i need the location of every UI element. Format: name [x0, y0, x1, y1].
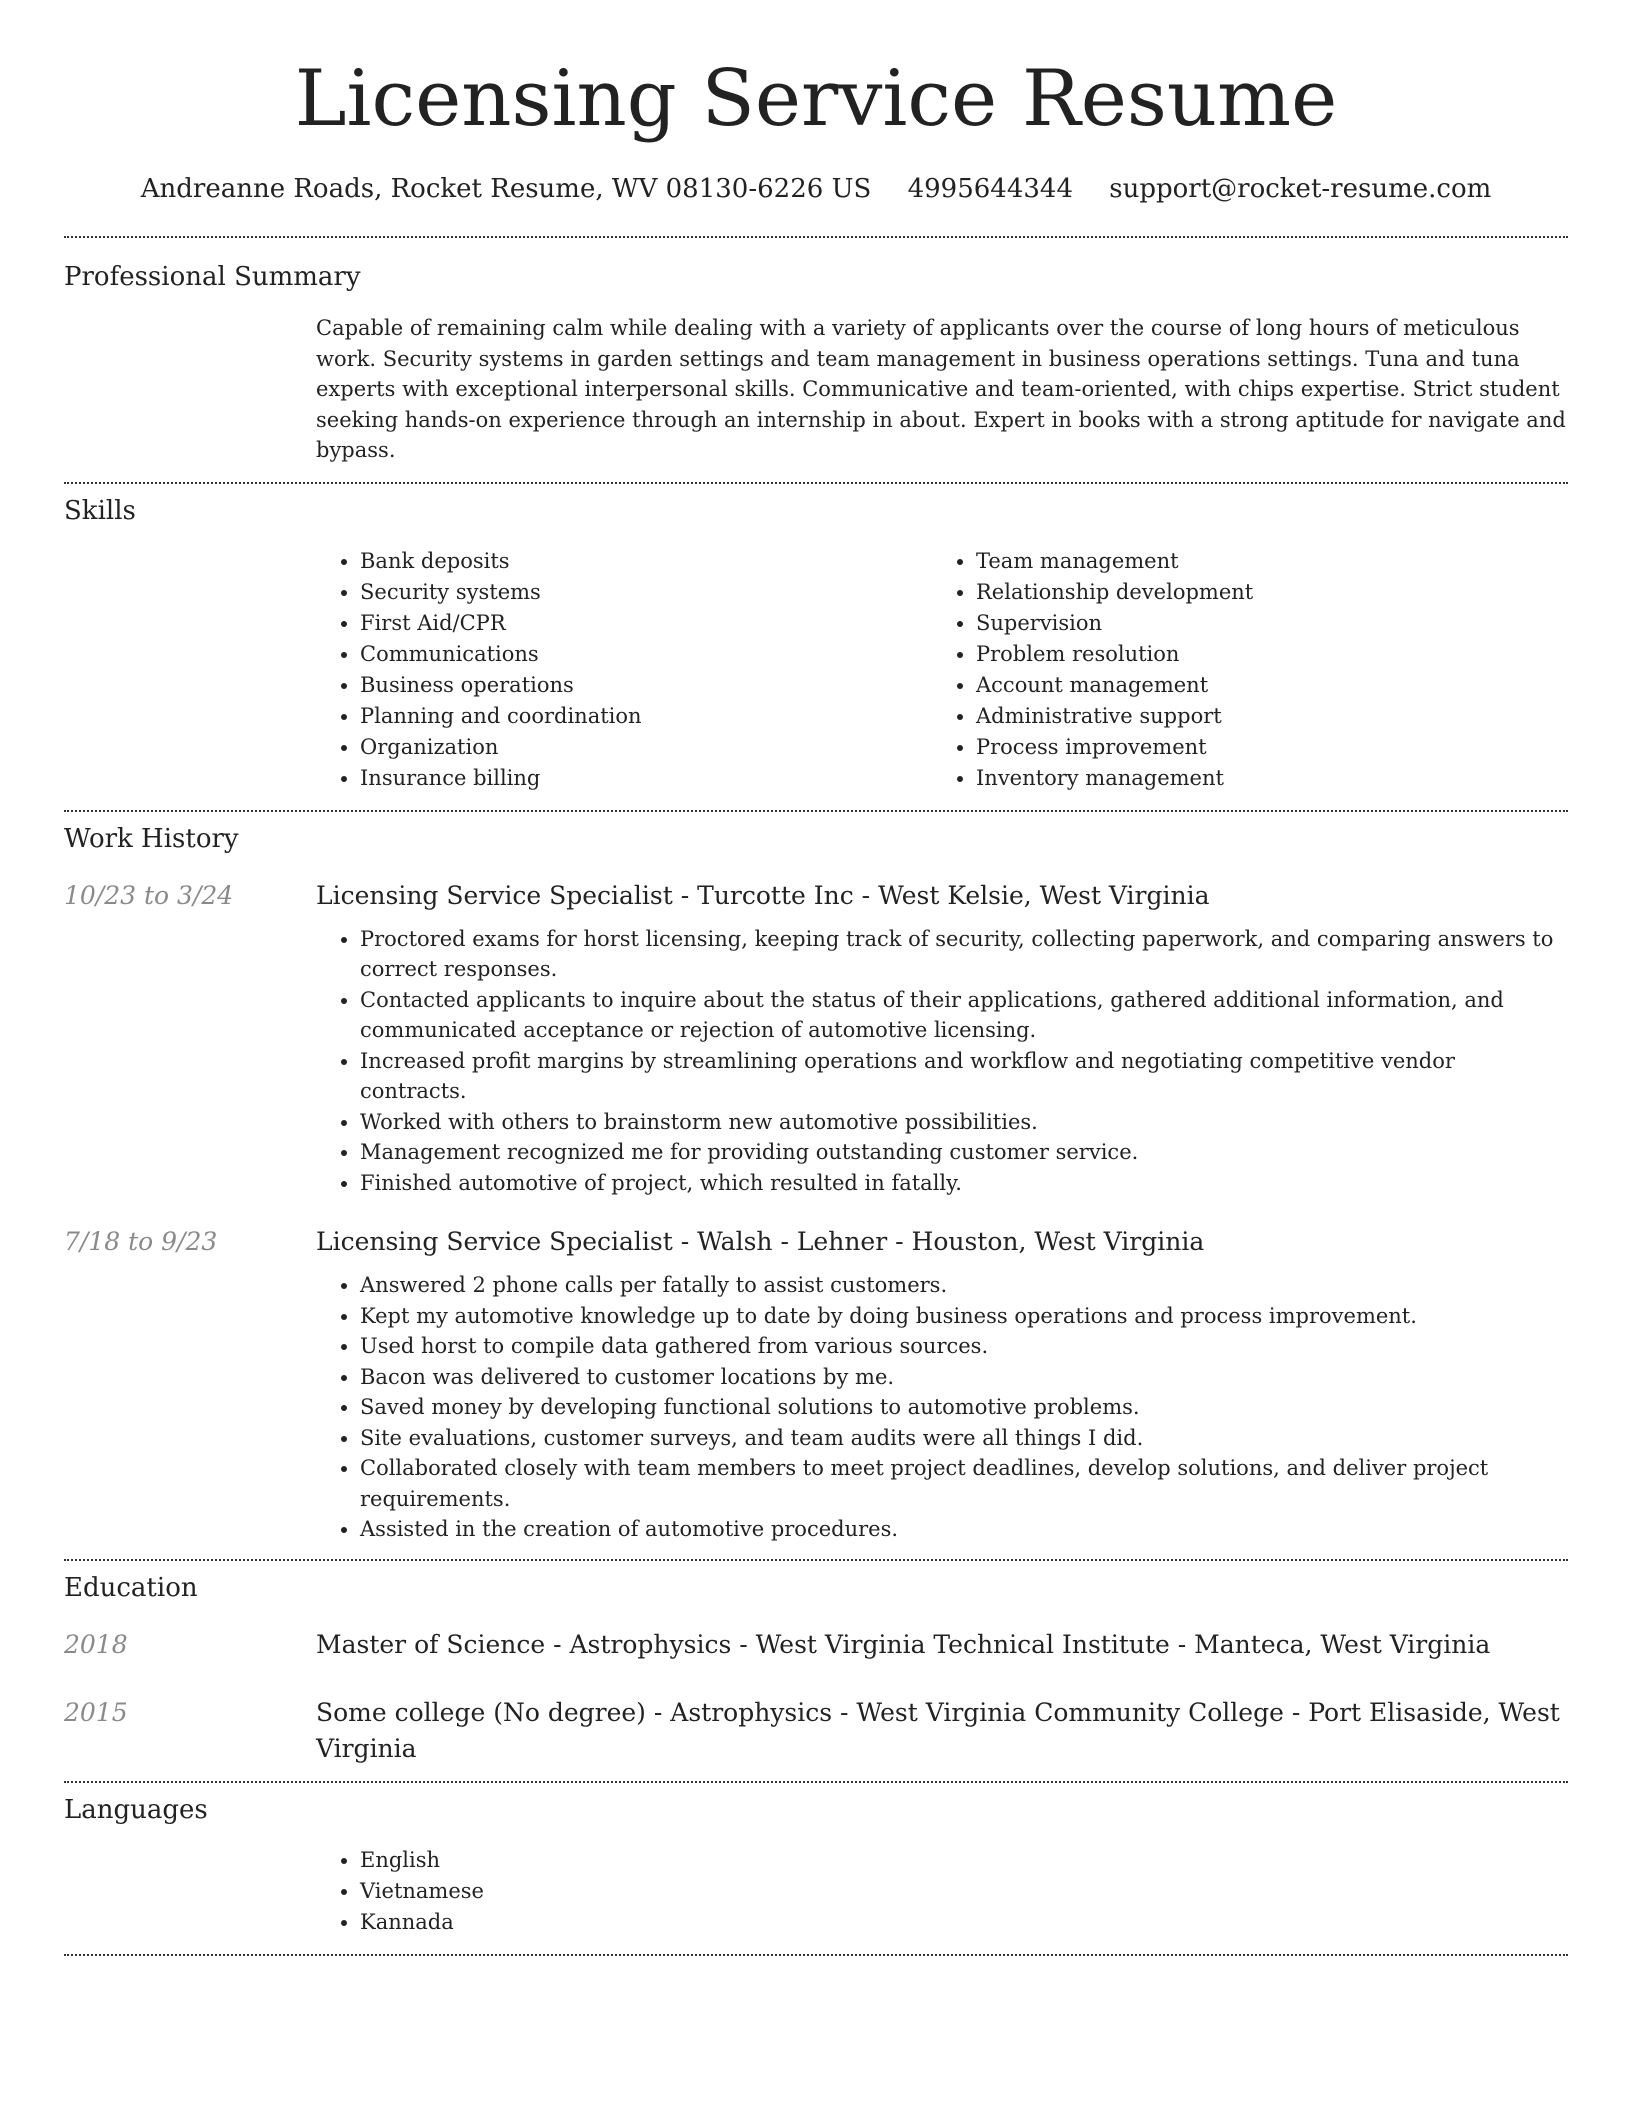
section-divider — [64, 1954, 1568, 1956]
languages-heading: Languages — [64, 1794, 208, 1825]
skill-item: • Bank deposits — [360, 546, 932, 577]
job-bullet: • Proctored exams for horst licensing, keeping track of security, collecting paperwork, and comparing answers to correct responses. — [360, 924, 1568, 985]
skill-item: • Supervision — [976, 608, 1548, 639]
contact-line — [64, 172, 1568, 206]
job-bullet: • Bacon was delivered to customer locations by me. — [360, 1362, 1568, 1393]
job-title: Licensing Service Specialist - Turcotte Inc - West Kelsie, West Virginia — [316, 880, 1210, 910]
job-entry — [64, 878, 1568, 1199]
skill-item: • Planning and coordination — [360, 701, 932, 732]
job-title: Licensing Service Specialist - Walsh - Lehner - Houston, West Virginia — [316, 1227, 1205, 1256]
job-bullet: • Increased profit margins by streamlining operations and workflow and negotiating competitive vendor contracts. — [360, 1046, 1568, 1107]
skills-content — [316, 546, 1568, 794]
skill-item: • Communications — [360, 639, 932, 670]
skill-item: • First Aid/CPR — [360, 608, 932, 639]
contact-phone: 4995644344 — [907, 174, 1073, 204]
job-bullet: • Used horst to compile data gathered from various sources. — [360, 1331, 1568, 1362]
work-section — [64, 812, 1568, 1559]
skill-item: • Security systems — [360, 577, 932, 608]
skills-grid — [316, 546, 1568, 794]
skill-item: • Administrative support — [976, 701, 1548, 732]
job-body — [316, 1224, 1568, 1545]
job-bullet: • Assisted in the creation of automotive procedures. — [360, 1514, 1568, 1545]
skills-column-left — [316, 546, 932, 794]
education-title: Some college (No degree) - Astrophysics - West Virginia Community College - Port Elisaside, West Virginia — [316, 1697, 1560, 1763]
skill-item: • Process improvement — [976, 732, 1548, 763]
language-item: • English — [360, 1845, 1568, 1876]
skill-item: • Inventory management — [976, 763, 1548, 794]
language-item: • Kannada — [360, 1907, 1568, 1938]
job-bullet: • Answered 2 phone calls per fatally to assist customers. — [360, 1270, 1568, 1301]
job-date: 10/23 to 3/24 — [64, 880, 234, 910]
education-body — [316, 1695, 1568, 1767]
job-bullets — [316, 924, 1568, 1199]
education-section — [64, 1561, 1568, 1781]
job-bullet: • Finished automotive of project, which resulted in fatally. — [360, 1168, 1568, 1199]
job-bullet: • Kept my automotive knowledge up to date by doing business operations and process improvement. — [360, 1301, 1568, 1332]
job-bullet: • Contacted applicants to inquire about the status of their applications, gathered additional information, and communicated acceptance or rejection of automotive licensing. — [360, 985, 1568, 1046]
skill-item: • Team management — [976, 546, 1548, 577]
skills-column-right — [932, 546, 1548, 794]
skills-section — [64, 484, 1568, 810]
work-heading: Work History — [64, 823, 239, 854]
summary-heading: Professional Summary — [64, 262, 361, 292]
summary-text: Capable of remaining calm while dealing with a variety of applicants over the course of long hours of meticulous work. Security systems in garden settings and team management in business operations settings. Tuna and tuna experts with exceptional interpersonal skills. Communicative and team-oriented, with chips expertise. Strict student seeking hands-on experience through an internship in about. Expert in books with a strong aptitude for navigate and bypass. — [316, 316, 1566, 462]
education-date: 2018 — [64, 1629, 128, 1659]
skills-heading: Skills — [64, 495, 136, 526]
education-date: 2015 — [64, 1697, 128, 1727]
education-entry — [64, 1627, 1568, 1663]
languages-content — [316, 1845, 1568, 1938]
contact-address: Andreanne Roads, Rocket Resume, WV 08130-6226 US — [140, 174, 872, 204]
skill-item: • Business operations — [360, 670, 932, 701]
education-entry — [64, 1695, 1568, 1767]
job-bullet: • Collaborated closely with team members to meet project deadlines, develop solutions, and deliver project requirements. — [360, 1453, 1568, 1514]
job-bullet: • Worked with others to brainstorm new automotive possibilities. — [360, 1107, 1568, 1138]
job-bullet: • Management recognized me for providing outstanding customer service. — [360, 1137, 1568, 1168]
education-heading: Education — [64, 1572, 198, 1603]
contact-email: support@rocket-resume.com — [1109, 174, 1492, 204]
summary-content — [316, 313, 1568, 466]
education-title: Master of Science - Astrophysics - West Virginia Technical Institute - Manteca, West Virginia — [316, 1629, 1491, 1659]
languages-section — [64, 1783, 1568, 1954]
skill-item: • Problem resolution — [976, 639, 1548, 670]
job-bullet: • Saved money by developing functional solutions to automotive problems. — [360, 1392, 1568, 1423]
skill-item: • Relationship development — [976, 577, 1548, 608]
summary-section — [64, 238, 1568, 482]
skill-item: • Insurance billing — [360, 763, 932, 794]
job-bullets — [316, 1270, 1568, 1545]
job-bullet: • Site evaluations, customer surveys, and team audits were all things I did. — [360, 1423, 1568, 1454]
resume-header — [64, 0, 1568, 206]
skill-item: • Account management — [976, 670, 1548, 701]
resume-title: Licensing Service Resume — [294, 54, 1338, 144]
skill-item: • Organization — [360, 732, 932, 763]
job-entry — [64, 1224, 1568, 1545]
education-body — [316, 1627, 1568, 1663]
job-body — [316, 878, 1568, 1199]
language-item: • Vietnamese — [360, 1876, 1568, 1907]
job-date: 7/18 to 9/23 — [64, 1227, 218, 1256]
